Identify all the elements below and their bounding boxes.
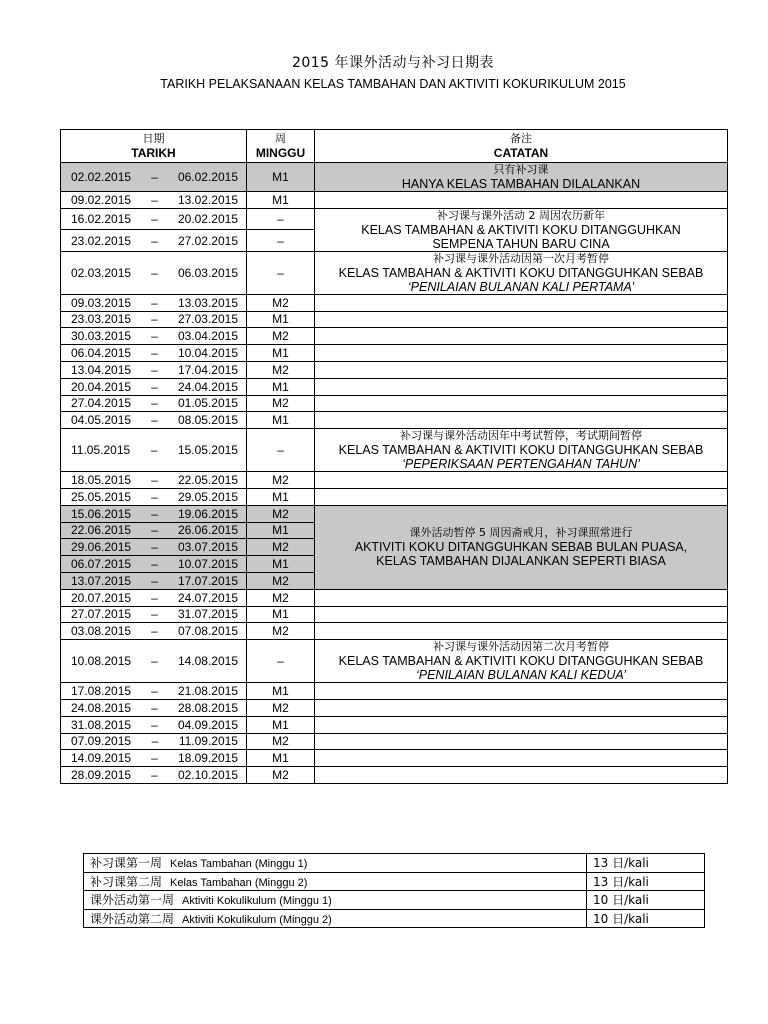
date-to: 13.02.2015 — [177, 192, 238, 207]
date-range-cell — [61, 750, 247, 767]
header-row — [61, 130, 728, 163]
header-note-cn: 备注 — [510, 132, 532, 145]
rate-amount: 13 日/kali — [587, 872, 705, 891]
date-to: 26.06.2015 — [177, 523, 238, 538]
date-from: 16.02.2015 — [71, 212, 132, 227]
date-to: 13.03.2015 — [177, 295, 238, 310]
rate-label-cell — [84, 872, 587, 891]
date-range-cell — [61, 251, 247, 294]
date-to: 01.05.2015 — [177, 396, 238, 411]
table-row — [61, 750, 728, 767]
note-cell-empty — [315, 472, 728, 489]
header-date-cn: 日期 — [142, 132, 165, 145]
week-cell: M1 — [247, 378, 315, 395]
date-range-cell — [61, 606, 247, 623]
header-date-label: TARIKH — [131, 146, 176, 160]
header-date — [61, 130, 247, 163]
date-from: 27.04.2015 — [71, 396, 132, 411]
date-separator: – — [151, 212, 158, 227]
date-from: 29.06.2015 — [71, 540, 132, 555]
table-row — [61, 589, 728, 606]
date-range-cell — [61, 294, 247, 311]
note-cell — [315, 251, 728, 294]
note-text: HANYA KELAS TAMBAHAN DILALANKAN — [401, 177, 641, 191]
rate-amount: 10 日/kali — [587, 909, 705, 928]
note-chinese: 补习课与课外活动因第一次月考暂停 — [433, 251, 609, 265]
date-range-cell — [61, 208, 247, 230]
table-row — [61, 767, 728, 784]
date-range-cell — [61, 640, 247, 683]
week-cell: M2 — [247, 472, 315, 489]
table-row — [61, 311, 728, 328]
date-separator: – — [151, 312, 158, 327]
week-cell: M1 — [247, 192, 315, 209]
date-to: 10.04.2015 — [177, 346, 238, 361]
date-from: 02.02.2015 — [71, 170, 132, 184]
week-cell: M1 — [247, 750, 315, 767]
week-cell: M2 — [247, 395, 315, 412]
rate-label-chinese: 课外活动第一周 — [90, 893, 175, 908]
week-cell: M2 — [247, 539, 315, 556]
note-text: AKTIVITI KOKU DITANGGUHKAN SEBAB BULAN PUASA, — [354, 540, 688, 555]
date-from: 14.09.2015 — [71, 751, 132, 766]
date-from: 20.07.2015 — [71, 590, 132, 605]
header-week-label: MINGGU — [255, 146, 306, 160]
note-text: KELAS TAMBAHAN & AKTIVITI KOKU DITANGGUHKAN SEBAB — [338, 443, 704, 458]
table-row — [61, 429, 728, 472]
date-separator: – — [151, 734, 159, 749]
date-to: 08.05.2015 — [177, 413, 238, 428]
date-range-cell — [61, 311, 247, 328]
note-cell-empty — [315, 488, 728, 505]
schedule-table — [60, 129, 728, 784]
note-cell-empty — [315, 606, 728, 623]
date-to: 18.09.2015 — [177, 751, 238, 766]
rate-label-cell — [84, 891, 587, 910]
date-range-cell — [61, 429, 247, 472]
date-range-cell — [61, 328, 247, 345]
week-cell: M1 — [247, 345, 315, 362]
date-range-cell — [61, 522, 247, 539]
week-cell: – — [247, 251, 315, 294]
date-from: 02.03.2015 — [71, 265, 132, 280]
date-to: 07.08.2015 — [177, 624, 238, 639]
date-separator: – — [151, 768, 158, 783]
date-range-cell — [61, 683, 247, 700]
date-separator: – — [151, 684, 158, 699]
date-from: 03.08.2015 — [71, 624, 132, 639]
date-range-cell — [61, 539, 247, 556]
date-to: 02.10.2015 — [177, 768, 238, 783]
week-cell: M2 — [247, 294, 315, 311]
date-from: 30.03.2015 — [71, 329, 132, 344]
note-cell — [315, 505, 728, 589]
date-range-cell — [61, 699, 247, 716]
date-to: 31.07.2015 — [177, 607, 238, 622]
rate-label-cell — [84, 909, 587, 928]
date-separator: – — [151, 170, 158, 184]
note-cell-empty — [315, 378, 728, 395]
date-range-cell — [61, 378, 247, 395]
date-separator: – — [151, 295, 158, 310]
date-to: 29.05.2015 — [177, 489, 238, 504]
week-cell: – — [247, 429, 315, 472]
table-row — [61, 623, 728, 640]
date-range-cell — [61, 192, 247, 209]
date-to: 11.09.2015 — [178, 734, 238, 749]
schedule-body — [61, 163, 728, 784]
note-chinese: 只有补习课 — [493, 163, 549, 176]
date-to: 03.04.2015 — [177, 329, 238, 344]
note-text: SEMPENA TAHUN BARU CINA — [432, 236, 610, 251]
note-text: KELAS TAMBAHAN DIJALANKAN SEPERTI BIASA — [376, 554, 666, 569]
date-separator: – — [151, 624, 158, 639]
rate-row — [84, 909, 705, 928]
rate-row — [84, 854, 705, 873]
note-cell — [315, 208, 728, 251]
note-cell-empty — [315, 683, 728, 700]
date-range-cell — [61, 572, 247, 589]
rate-label-chinese: 补习课第二周 — [90, 874, 163, 889]
note-cell-empty — [315, 311, 728, 328]
note-chinese: 补习课与课外活动 2 周因农历新年 — [437, 208, 605, 222]
page-title-chinese: 2015 年课外活动与补习日期表 — [291, 55, 495, 71]
date-range-cell — [61, 472, 247, 489]
date-to: 27.03.2015 — [177, 312, 238, 327]
rate-label: Kelas Tambahan (Minggu 2) — [170, 876, 308, 889]
rate-label-chinese: 补习课第一周 — [90, 856, 163, 871]
week-cell: M2 — [247, 361, 315, 378]
date-separator: – — [151, 506, 158, 521]
rate-label: Aktiviti Kokulikulum (Minggu 2) — [182, 913, 332, 926]
date-range-cell — [61, 733, 247, 750]
date-range-cell — [61, 230, 247, 252]
rate-label-chinese: 课外活动第二周 — [90, 911, 175, 926]
date-range-cell — [61, 395, 247, 412]
week-cell: M2 — [247, 733, 315, 750]
date-from: 17.08.2015 — [71, 684, 132, 699]
note-text: KELAS TAMBAHAN & AKTIVITI KOKU DITANGGUHKAN SEBAB — [338, 265, 704, 280]
date-from: 18.05.2015 — [71, 473, 132, 488]
date-from: 20.04.2015 — [71, 379, 132, 394]
date-separator: – — [151, 473, 158, 488]
date-separator: – — [151, 379, 158, 394]
date-separator: – — [151, 233, 158, 248]
table-row — [61, 328, 728, 345]
date-from: 23.03.2015 — [71, 312, 132, 327]
table-row — [61, 683, 728, 700]
header-note — [315, 130, 728, 163]
date-separator: – — [151, 489, 158, 504]
date-to: 17.07.2015 — [177, 573, 238, 588]
date-to: 10.07.2015 — [177, 557, 238, 572]
note-cell-empty — [315, 294, 728, 311]
date-range-cell — [61, 589, 247, 606]
note-italic: ‘PENILAIAN BULANAN KALI PERTAMA’ — [407, 279, 635, 294]
date-separator: – — [151, 346, 158, 361]
date-range-cell — [61, 505, 247, 522]
week-cell: – — [247, 230, 315, 252]
date-to: 04.09.2015 — [177, 717, 238, 732]
date-to: 27.02.2015 — [177, 233, 238, 248]
table-row — [61, 251, 728, 294]
date-to: 15.05.2015 — [177, 443, 238, 458]
date-range-cell — [61, 623, 247, 640]
date-separator: – — [151, 573, 158, 588]
date-range-cell — [61, 345, 247, 362]
rate-label: Aktiviti Kokulikulum (Minggu 1) — [182, 895, 332, 908]
date-from: 15.06.2015 — [71, 506, 132, 521]
date-separator: – — [151, 717, 158, 732]
date-to: 24.07.2015 — [177, 590, 238, 605]
date-range-cell — [61, 488, 247, 505]
note-cell-empty — [315, 733, 728, 750]
date-from: 22.06.2015 — [71, 523, 132, 538]
week-cell: – — [247, 208, 315, 230]
table-row — [61, 640, 728, 683]
week-cell: M2 — [247, 589, 315, 606]
date-from: 25.05.2015 — [71, 489, 132, 504]
week-cell: M1 — [247, 412, 315, 429]
table-row — [61, 294, 728, 311]
date-to: 14.08.2015 — [177, 654, 238, 669]
week-cell: M2 — [247, 767, 315, 784]
date-from: 07.09.2015 — [71, 734, 132, 749]
date-range-cell — [61, 163, 247, 192]
table-row — [61, 192, 728, 209]
date-to: 17.04.2015 — [177, 362, 238, 377]
note-cell-empty — [315, 699, 728, 716]
rates-table — [83, 853, 705, 928]
rate-label-cell — [84, 854, 587, 873]
table-row — [61, 395, 728, 412]
note-cell — [315, 640, 728, 683]
date-separator: – — [151, 540, 158, 555]
table-row — [61, 472, 728, 489]
date-from: 27.07.2015 — [71, 607, 132, 622]
date-separator: – — [151, 265, 158, 280]
date-separator: – — [151, 396, 158, 411]
note-cell-empty — [315, 192, 728, 209]
date-from: 13.04.2015 — [71, 362, 132, 377]
note-cell-empty — [315, 395, 728, 412]
week-cell: – — [247, 640, 315, 683]
date-from: 24.08.2015 — [71, 700, 132, 715]
week-cell: M1 — [247, 556, 315, 573]
date-to: 28.08.2015 — [177, 700, 238, 715]
note-cell — [315, 429, 728, 472]
date-from: 11.05.2015 — [71, 443, 131, 458]
date-separator: – — [151, 329, 158, 344]
date-from: 13.07.2015 — [71, 573, 132, 588]
table-row — [61, 345, 728, 362]
table-row — [61, 716, 728, 733]
date-from: 10.08.2015 — [71, 654, 132, 669]
date-separator: – — [151, 557, 158, 572]
date-range-cell — [61, 412, 247, 429]
table-row — [61, 488, 728, 505]
note-cell-empty — [315, 767, 728, 784]
date-separator: – — [151, 700, 158, 715]
date-to: 24.04.2015 — [177, 379, 238, 394]
table-row — [61, 378, 728, 395]
note-chinese: 课外活动暂停 5 周因斋戒月，补习课照常进行 — [409, 526, 633, 540]
date-to: 22.05.2015 — [177, 473, 238, 488]
note-cell-empty — [315, 623, 728, 640]
date-from: 04.05.2015 — [71, 413, 132, 428]
header-week — [247, 130, 315, 163]
table-row — [61, 733, 728, 750]
table-row — [61, 699, 728, 716]
note-cell-empty — [315, 328, 728, 345]
note-cell-empty — [315, 412, 728, 429]
date-to: 20.02.2015 — [177, 212, 238, 227]
date-separator: – — [151, 751, 158, 766]
week-cell: M2 — [247, 505, 315, 522]
note-cell — [315, 163, 728, 192]
note-text: KELAS TAMBAHAN & AKTIVITI KOKU DITANGGUHKAN — [361, 222, 681, 237]
date-to: 21.08.2015 — [177, 684, 238, 699]
date-to: 19.06.2015 — [177, 506, 238, 521]
rate-amount: 13 日/kali — [587, 854, 705, 873]
note-chinese: 补习课与课外活动因年中考试暂停，考试期间暂停 — [400, 429, 642, 443]
note-cell-empty — [315, 361, 728, 378]
week-cell: M1 — [247, 606, 315, 623]
header-week-cn: 周 — [275, 132, 286, 145]
rate-row — [84, 872, 705, 891]
date-separator: – — [151, 413, 158, 428]
note-text: KELAS TAMBAHAN & AKTIVITI KOKU DITANGGUHKAN SEBAB — [338, 654, 704, 669]
date-to: 06.03.2015 — [177, 265, 238, 280]
week-cell: M1 — [247, 522, 315, 539]
date-separator: – — [151, 362, 158, 377]
week-cell: M1 — [247, 311, 315, 328]
table-row — [61, 163, 728, 192]
week-cell: M1 — [247, 163, 315, 192]
table-row — [61, 412, 728, 429]
date-separator: – — [151, 523, 158, 538]
page-title: TARIKH PELAKSANAAN KELAS TAMBAHAN DAN AKTIVITI KOKURIKULUM 2015 — [160, 77, 626, 91]
date-range-cell — [61, 767, 247, 784]
date-from: 23.02.2015 — [71, 233, 132, 248]
date-separator: – — [150, 443, 158, 458]
date-range-cell — [61, 361, 247, 378]
note-cell-empty — [315, 750, 728, 767]
week-cell: M2 — [247, 572, 315, 589]
date-from: 09.03.2015 — [71, 295, 132, 310]
note-cell-empty — [315, 345, 728, 362]
date-separator: – — [151, 654, 158, 669]
date-separator: – — [151, 607, 158, 622]
date-from: 28.09.2015 — [71, 768, 132, 783]
week-cell: M2 — [247, 328, 315, 345]
note-cell-empty — [315, 589, 728, 606]
date-separator: – — [151, 590, 158, 605]
rates-body — [84, 854, 705, 928]
rate-label: Kelas Tambahan (Minggu 1) — [170, 858, 308, 871]
date-from: 06.07.2015 — [71, 557, 132, 572]
table-row — [61, 361, 728, 378]
date-range-cell — [61, 556, 247, 573]
week-cell: M1 — [247, 488, 315, 505]
date-to: 06.02.2015 — [177, 170, 238, 184]
rate-row — [84, 891, 705, 910]
week-cell: M1 — [247, 716, 315, 733]
note-chinese: 补习课与课外活动因第二次月考暂停 — [433, 640, 609, 654]
date-from: 06.04.2015 — [71, 346, 132, 361]
week-cell: M1 — [247, 683, 315, 700]
note-italic: ‘PEPERIKSAAN PERTENGAHAN TAHUN’ — [402, 457, 640, 472]
note-italic: ‘PENILAIAN BULANAN KALI KEDUA’ — [415, 668, 627, 683]
date-from: 09.02.2015 — [71, 192, 132, 207]
date-range-cell — [61, 716, 247, 733]
rate-amount: 10 日/kali — [587, 891, 705, 910]
week-cell: M2 — [247, 699, 315, 716]
note-cell-empty — [315, 716, 728, 733]
table-row — [61, 505, 728, 522]
week-cell: M2 — [247, 623, 315, 640]
table-row — [61, 208, 728, 230]
date-separator: – — [151, 192, 158, 207]
date-to: 03.07.2015 — [177, 540, 238, 555]
date-from: 31.08.2015 — [71, 717, 132, 732]
table-row — [61, 606, 728, 623]
header-note-label: CATATAN — [493, 146, 549, 160]
